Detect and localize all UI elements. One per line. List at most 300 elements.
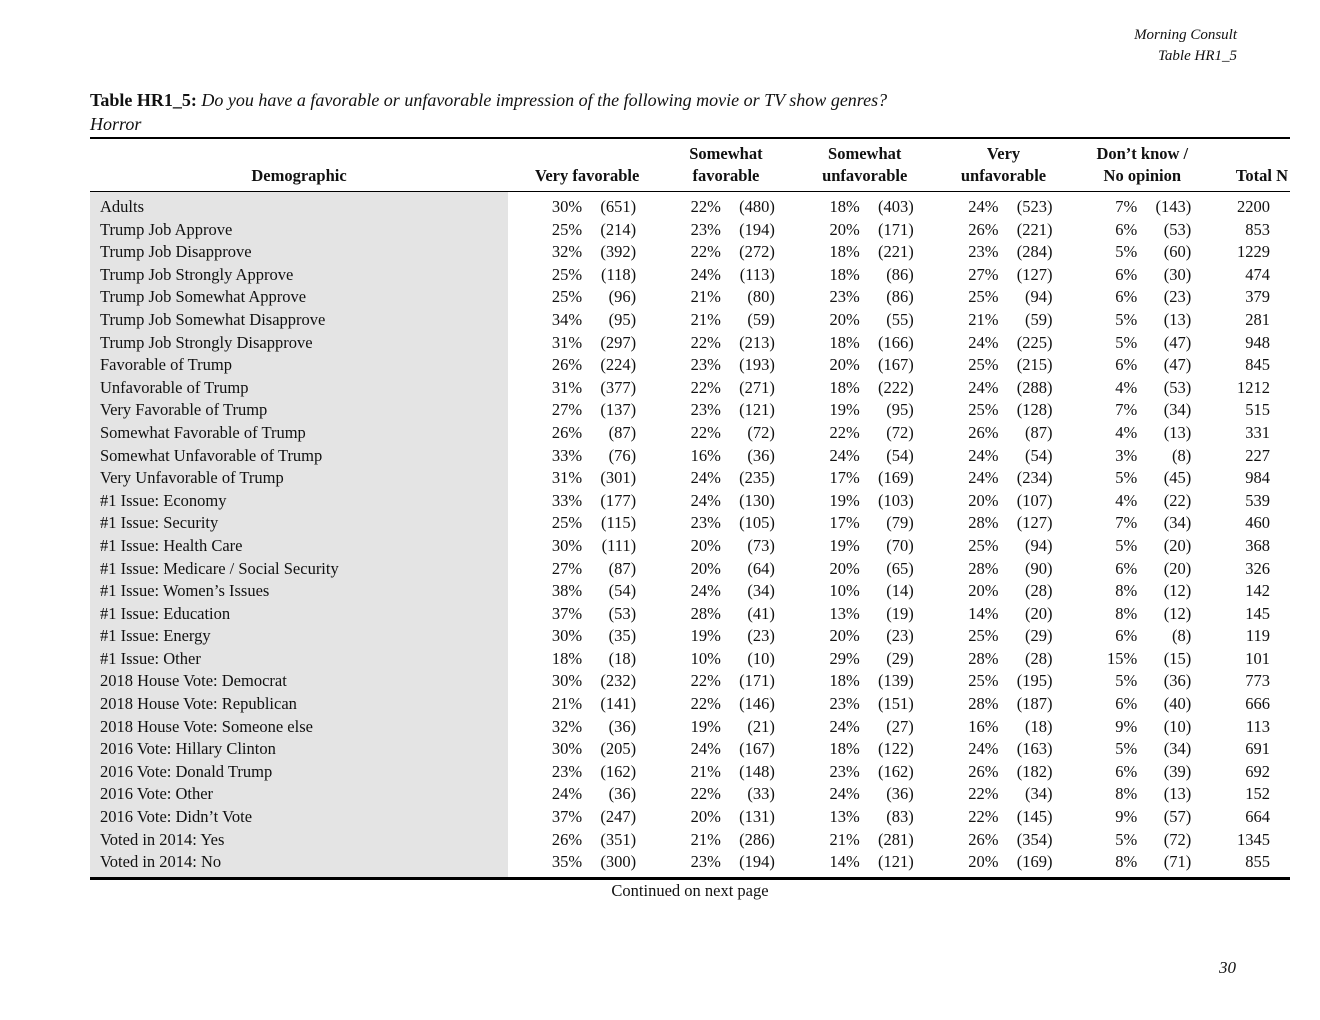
cell-count: (523)	[1016, 197, 1053, 216]
cell-count: (20)	[1025, 603, 1053, 623]
cell-count: (19)	[886, 603, 914, 623]
table-cell	[795, 580, 934, 603]
table-cell	[1073, 783, 1212, 806]
table-cell	[657, 693, 796, 716]
cell-percent: 24%	[968, 332, 999, 352]
cell-count: (72)	[1163, 829, 1192, 849]
cell-percent: 20%	[829, 219, 860, 239]
table-cell	[1073, 806, 1212, 829]
table-cell	[795, 625, 934, 648]
cell-count: (39)	[1163, 761, 1192, 781]
table-cell	[934, 738, 1073, 761]
table-subtitle: Horror	[90, 114, 142, 134]
table-cell	[934, 761, 1073, 784]
table-cell	[795, 264, 934, 287]
table-cell	[657, 829, 796, 852]
cell-count: (34)	[747, 581, 775, 601]
table-cell	[934, 377, 1073, 400]
col-header-very-favorable: Very favorable	[518, 138, 657, 192]
cell-count: (34)	[1025, 784, 1053, 804]
cell-count: (70)	[886, 535, 914, 555]
table-row	[90, 286, 1290, 309]
table-row	[90, 512, 1290, 535]
cell-count: (29)	[1025, 626, 1053, 646]
row-label: #1 Issue: Medicare / Social Security	[90, 558, 508, 581]
cell-count: (354)	[1016, 829, 1053, 849]
cell-percent: 5%	[1115, 671, 1138, 691]
cell-percent: 6%	[1115, 287, 1138, 307]
table-cell	[1073, 693, 1212, 716]
cell-count: (36)	[1163, 671, 1192, 691]
cell-count: (145)	[1016, 807, 1053, 827]
row-label: Unfavorable of Trump	[90, 377, 508, 400]
cell-count: (34)	[1163, 739, 1192, 759]
table-row	[90, 761, 1290, 784]
cell-percent: 22%	[690, 694, 721, 714]
cell-percent: 6%	[1115, 219, 1138, 239]
cell-count: (86)	[886, 264, 914, 284]
row-total-n: 379	[1245, 287, 1270, 307]
cell-percent: 23%	[690, 355, 721, 375]
cell-percent: 22%	[690, 671, 721, 691]
cell-count: (53)	[1163, 219, 1192, 239]
cell-percent: 20%	[968, 490, 999, 510]
table-cell	[795, 603, 934, 626]
cell-percent: 23%	[690, 219, 721, 239]
cell-count: (83)	[886, 807, 914, 827]
cell-count: (111)	[601, 535, 637, 555]
row-total-n: 855	[1212, 851, 1290, 878]
row-total-n: 984	[1245, 468, 1270, 488]
table-cell	[934, 512, 1073, 535]
cell-percent: 18%	[829, 377, 860, 397]
cell-count: (171)	[877, 219, 914, 239]
table-row	[90, 670, 1290, 693]
row-total-n: 474	[1245, 264, 1270, 284]
table-cell	[795, 693, 934, 716]
cell-percent: 25%	[968, 671, 999, 691]
cell-percent: 26%	[968, 422, 999, 442]
table-cell	[1073, 286, 1212, 309]
table-cell	[518, 851, 657, 878]
table-title	[90, 88, 887, 112]
cell-percent: 5%	[1115, 829, 1138, 849]
cell-percent: 28%	[968, 558, 999, 578]
table-cell	[1073, 625, 1212, 648]
cell-count: (141)	[600, 694, 637, 714]
cell-percent: 23%	[829, 287, 860, 307]
cell-count: (221)	[1016, 219, 1053, 239]
cell-percent: 21%	[690, 761, 721, 781]
row-total-n: 664	[1245, 807, 1270, 827]
cell-percent: 22%	[690, 242, 721, 262]
cell-percent: 25%	[551, 287, 583, 307]
table-cell	[518, 761, 657, 784]
cell-count: (96)	[608, 287, 637, 307]
table-cell	[518, 354, 657, 377]
cell-count: (143)	[1155, 197, 1192, 216]
cell-percent: 15%	[1107, 648, 1138, 668]
table-cell	[1073, 445, 1212, 468]
cell-count: (36)	[747, 445, 775, 465]
cell-count: (36)	[608, 784, 637, 804]
cell-percent: 6%	[1115, 558, 1138, 578]
cell-count: (169)	[877, 468, 914, 488]
report-source: Morning Consult	[1134, 27, 1237, 43]
table-cell	[518, 783, 657, 806]
cell-percent: 24%	[690, 739, 721, 759]
table-cell	[934, 580, 1073, 603]
cell-percent: 23%	[690, 852, 721, 872]
table-cell	[934, 806, 1073, 829]
row-label: 2016 Vote: Hillary Clinton	[90, 738, 508, 761]
report-table-id: Table HR1_5	[1157, 48, 1237, 64]
cell-percent: 18%	[551, 648, 583, 668]
cell-count: (171)	[739, 671, 775, 691]
row-label: 2018 House Vote: Republican	[90, 693, 508, 716]
table-row	[90, 693, 1290, 716]
cell-percent: 20%	[829, 355, 860, 375]
cell-percent: 5%	[1115, 332, 1138, 352]
table-cell	[934, 309, 1073, 332]
cell-count: (27)	[886, 716, 914, 736]
cell-percent: 30%	[551, 535, 583, 555]
table-cell	[1073, 377, 1212, 400]
cell-percent: 6%	[1115, 761, 1138, 781]
table-cell	[795, 377, 934, 400]
cell-percent: 27%	[968, 264, 999, 284]
cell-count: (281)	[877, 829, 914, 849]
cell-percent: 24%	[829, 445, 860, 465]
row-total-n: 1345	[1237, 829, 1270, 849]
row-total-n: 281	[1245, 309, 1270, 329]
table-cell	[518, 535, 657, 558]
table-cell	[657, 399, 796, 422]
row-label: #1 Issue: Other	[90, 648, 508, 671]
row-total-n: 331	[1245, 422, 1270, 442]
cell-count: (107)	[1016, 490, 1053, 510]
row-label: Trump Job Approve	[90, 219, 508, 242]
table-row	[90, 219, 1290, 242]
table-cell	[934, 693, 1073, 716]
table-row	[90, 738, 1290, 761]
cell-count: (79)	[886, 513, 914, 533]
table-cell	[657, 761, 796, 784]
cell-percent: 22%	[690, 377, 721, 397]
cell-percent: 7%	[1115, 513, 1138, 533]
cell-percent: 23%	[551, 761, 583, 781]
cell-count: (47)	[1163, 355, 1192, 375]
cell-count: (35)	[608, 626, 637, 646]
cell-count: (121)	[739, 400, 775, 420]
table-cell	[518, 603, 657, 626]
row-total-n: 539	[1245, 490, 1270, 510]
table-row	[90, 264, 1290, 287]
cell-count: (23)	[747, 626, 775, 646]
cell-percent: 5%	[1115, 739, 1138, 759]
cell-count: (34)	[1163, 513, 1192, 533]
cell-percent: 4%	[1115, 422, 1138, 442]
table-row	[90, 377, 1290, 400]
cell-count: (41)	[747, 603, 775, 623]
table-cell	[518, 490, 657, 513]
table-cell	[1073, 422, 1212, 445]
cell-percent: 20%	[829, 626, 860, 646]
cell-count: (351)	[600, 829, 637, 849]
table-row	[90, 851, 1290, 878]
cell-count: (215)	[1016, 355, 1053, 375]
row-total-n: 119	[1245, 626, 1270, 646]
cell-count: (131)	[739, 807, 775, 827]
cell-percent: 25%	[551, 513, 583, 533]
table-row	[90, 467, 1290, 490]
table-row	[90, 490, 1290, 513]
cell-percent: 28%	[968, 513, 999, 533]
table-cell	[518, 558, 657, 581]
table-cell	[795, 670, 934, 693]
cell-count: (113)	[739, 264, 775, 284]
cell-count: (166)	[877, 332, 914, 352]
cell-count: (72)	[747, 422, 775, 442]
cell-percent: 4%	[1115, 490, 1138, 510]
cell-percent: 20%	[690, 535, 721, 555]
cell-count: (286)	[739, 829, 775, 849]
cell-percent: 21%	[690, 287, 721, 307]
row-total-n: 853	[1245, 219, 1270, 239]
cell-count: (167)	[877, 355, 914, 375]
table-cell	[1073, 648, 1212, 671]
table-cell	[657, 422, 796, 445]
table-row	[90, 580, 1290, 603]
table-cell	[1073, 219, 1212, 242]
cell-count: (10)	[747, 648, 775, 668]
table-cell	[1073, 580, 1212, 603]
cell-percent: 14%	[829, 852, 860, 872]
cell-count: (148)	[739, 761, 775, 781]
cell-percent: 23%	[690, 400, 721, 420]
cell-percent: 25%	[551, 219, 583, 239]
cell-percent: 18%	[829, 264, 860, 284]
cell-count: (118)	[600, 264, 637, 284]
row-total-n: 2200	[1237, 197, 1270, 216]
table-cell	[934, 648, 1073, 671]
cell-percent: 23%	[968, 242, 999, 262]
cell-count: (28)	[1025, 648, 1053, 668]
cell-count: (182)	[1016, 761, 1053, 781]
cell-count: (73)	[747, 535, 775, 555]
cell-percent: 30%	[551, 671, 583, 691]
cell-percent: 8%	[1115, 852, 1138, 872]
cell-percent: 21%	[690, 829, 721, 849]
cell-percent: 22%	[690, 422, 721, 442]
table-cell	[1073, 399, 1212, 422]
cell-percent: 38%	[551, 581, 583, 601]
cell-count: (65)	[886, 558, 914, 578]
table-row	[90, 332, 1290, 355]
table-cell	[795, 422, 934, 445]
row-label: Voted in 2014: Yes	[90, 829, 508, 852]
table-cell	[934, 829, 1073, 852]
table-cell	[518, 716, 657, 739]
row-total-n: 368	[1245, 535, 1270, 555]
cell-percent: 28%	[968, 648, 999, 668]
table-cell	[795, 761, 934, 784]
table-cell	[934, 535, 1073, 558]
table-row	[90, 535, 1290, 558]
cell-count: (167)	[739, 739, 775, 759]
table-cell	[657, 806, 796, 829]
cell-percent: 6%	[1115, 355, 1138, 375]
table-cell	[518, 332, 657, 355]
cell-percent: 24%	[968, 445, 999, 465]
cell-percent: 19%	[690, 626, 721, 646]
cell-count: (288)	[1016, 377, 1053, 397]
table-cell	[1073, 535, 1212, 558]
cell-count: (284)	[1016, 242, 1053, 262]
cell-count: (23)	[1163, 287, 1192, 307]
cell-percent: 27%	[551, 558, 583, 578]
row-label: 2018 House Vote: Someone else	[90, 716, 508, 739]
cell-percent: 14%	[968, 603, 999, 623]
cell-count: (272)	[739, 242, 775, 262]
cell-count: (57)	[1163, 807, 1192, 827]
cell-percent: 8%	[1115, 603, 1138, 623]
table-cell	[657, 445, 796, 468]
cell-count: (10)	[1163, 716, 1192, 736]
table-cell	[1073, 603, 1212, 626]
cell-percent: 31%	[551, 332, 583, 352]
cell-percent: 8%	[1115, 784, 1138, 804]
cell-count: (221)	[877, 242, 914, 262]
table-cell	[1073, 264, 1212, 287]
table-cell	[934, 422, 1073, 445]
table-row	[90, 445, 1290, 468]
table-cell	[518, 309, 657, 332]
cell-percent: 20%	[968, 852, 999, 872]
cell-count: (300)	[600, 852, 637, 872]
cell-count: (121)	[877, 852, 914, 872]
cell-count: (71)	[1163, 852, 1192, 872]
cell-percent: 6%	[1115, 264, 1138, 284]
table-cell	[795, 332, 934, 355]
cell-count: (45)	[1163, 468, 1192, 488]
cell-percent: 37%	[551, 603, 583, 623]
cell-percent: 22%	[829, 422, 860, 442]
cell-count: (55)	[886, 309, 914, 329]
table-row	[90, 192, 1290, 219]
table-cell	[1073, 467, 1212, 490]
cell-count: (12)	[1163, 581, 1192, 601]
cell-percent: 13%	[829, 603, 860, 623]
row-label: #1 Issue: Health Care	[90, 535, 508, 558]
cell-count: (23)	[886, 626, 914, 646]
table-body	[90, 192, 1290, 879]
cell-percent: 7%	[1115, 400, 1138, 420]
cell-count: (94)	[1025, 287, 1053, 307]
cell-count: (177)	[600, 490, 637, 510]
row-label: #1 Issue: Education	[90, 603, 508, 626]
cell-count: (20)	[1163, 558, 1192, 578]
cell-percent: 6%	[1115, 626, 1138, 646]
row-label: Somewhat Unfavorable of Trump	[90, 445, 508, 468]
cell-percent: 27%	[551, 400, 583, 420]
crosstab-table	[90, 137, 1290, 880]
cell-count: (53)	[608, 603, 637, 623]
cell-count: (12)	[1163, 603, 1192, 623]
cell-count: (59)	[1025, 309, 1053, 329]
table-cell	[795, 445, 934, 468]
table-row	[90, 625, 1290, 648]
cell-percent: 18%	[829, 739, 860, 759]
cell-percent: 24%	[551, 784, 583, 804]
table-cell	[1073, 851, 1212, 878]
table-cell	[518, 286, 657, 309]
table-cell	[934, 264, 1073, 287]
cell-percent: 26%	[968, 761, 999, 781]
table-row	[90, 241, 1290, 264]
table-cell	[657, 851, 796, 878]
cell-count: (13)	[1163, 309, 1192, 329]
cell-count: (36)	[886, 784, 914, 804]
col-header-somewhat-unfavorable: Somewhat unfavorable	[795, 138, 934, 192]
cell-count: (127)	[1016, 513, 1053, 533]
table-cell	[795, 829, 934, 852]
table-cell	[657, 558, 796, 581]
cell-count: (94)	[1025, 535, 1053, 555]
cell-count: (60)	[1163, 242, 1192, 262]
table-cell	[657, 219, 796, 242]
cell-percent: 37%	[551, 807, 583, 827]
table-cell	[934, 286, 1073, 309]
table-cell	[657, 241, 796, 264]
cell-percent: 23%	[829, 761, 860, 781]
table-cell	[518, 445, 657, 468]
cell-percent: 19%	[829, 400, 860, 420]
cell-count: (195)	[1016, 671, 1053, 691]
row-total-n: 691	[1245, 739, 1270, 759]
table-cell	[795, 309, 934, 332]
table-cell	[657, 354, 796, 377]
cell-count: (128)	[1016, 400, 1053, 420]
table-cell	[795, 738, 934, 761]
table-cell	[657, 264, 796, 287]
table-cell	[795, 219, 934, 242]
table-cell	[657, 332, 796, 355]
table-cell	[518, 580, 657, 603]
table-cell	[795, 467, 934, 490]
row-label: Very Unfavorable of Trump	[90, 467, 508, 490]
row-label: Somewhat Favorable of Trump	[90, 422, 508, 445]
table-cell	[657, 738, 796, 761]
cell-count: (30)	[1163, 264, 1192, 284]
table-row	[90, 422, 1290, 445]
table-cell	[795, 806, 934, 829]
table-cell	[657, 716, 796, 739]
row-total-n: 1229	[1237, 242, 1270, 262]
table-cell	[518, 648, 657, 671]
cell-percent: 24%	[829, 716, 860, 736]
row-total-n: 515	[1245, 400, 1270, 420]
cell-count: (162)	[600, 761, 637, 781]
row-total-n: 113	[1245, 716, 1270, 736]
table-cell	[934, 467, 1073, 490]
col-header-dont-know: Don’t know / No opinion	[1073, 138, 1212, 192]
cell-count: (18)	[608, 648, 637, 668]
table-cell	[518, 219, 657, 242]
table-cell	[657, 670, 796, 693]
cell-count: (90)	[1025, 558, 1053, 578]
table-cell	[518, 738, 657, 761]
